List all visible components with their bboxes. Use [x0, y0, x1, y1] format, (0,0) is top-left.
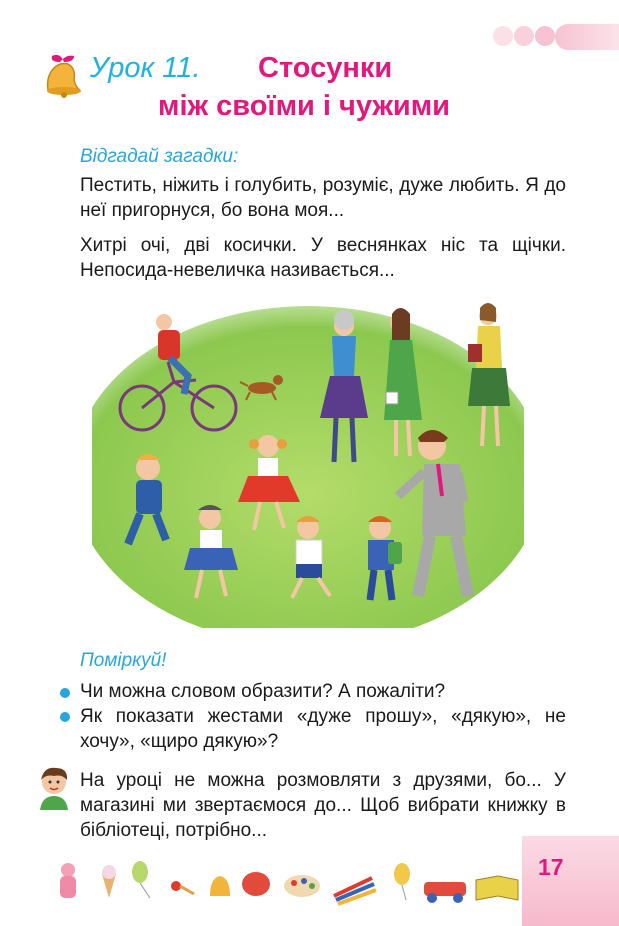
bullet-dot: [60, 712, 70, 722]
bullet-dot: [60, 688, 70, 698]
riddle-2: Хитрі очі, дві косички. У веснянках ніс та щічки. Непосида-невеличка називається...: [80, 235, 566, 281]
decor-pill: [555, 24, 619, 50]
toy-car-icon: [424, 882, 466, 903]
question-2: Як показати жестами «дуже прошу», «дякую», не хочу», «щиро дякую»?: [80, 706, 566, 752]
pencils-icon: [334, 878, 376, 904]
boy-icon: [34, 764, 74, 810]
ice-cream-icon: [102, 865, 116, 898]
think-heading: Поміркуй!: [80, 650, 167, 671]
decor-dot: [493, 26, 513, 46]
bell-icon: [38, 50, 84, 98]
bell-small-icon: [210, 876, 230, 896]
park-illustration: [92, 296, 524, 628]
header-decoration: [493, 24, 619, 50]
book-icon: [476, 876, 518, 900]
decor-dot: [535, 26, 555, 46]
lesson-number: Урок 11.: [90, 52, 201, 84]
red-balloon-icon: [242, 872, 270, 896]
riddle-1: Пестить, ніжить і голубить, розуміє, дуже любить. Я до неї пригорнуся, бо вона моя...: [80, 175, 566, 221]
balloon-icon: [132, 861, 150, 898]
page-number-tab: [522, 836, 619, 926]
task-text: На уроці не можна розмовляти з друзями, бо... У магазині ми звертаємося до... Щоб вибрати книжку в бібліотеці, потрібно...: [80, 770, 566, 841]
lesson-title-line-2: між своїми і чужими: [158, 90, 451, 122]
decor-dot: [514, 26, 534, 46]
page-number: 17: [538, 854, 564, 880]
lesson-title-line-1: Стосунки: [258, 52, 393, 84]
question-1: Чи можна словом образити? А пожаліти?: [80, 681, 446, 702]
yellow-balloon-icon: [394, 863, 410, 900]
toy-doll-icon: [60, 863, 76, 898]
palette-icon: [284, 875, 320, 897]
riddles-heading: Відгадай загадки:: [80, 146, 239, 167]
rattle-icon: [171, 881, 194, 894]
